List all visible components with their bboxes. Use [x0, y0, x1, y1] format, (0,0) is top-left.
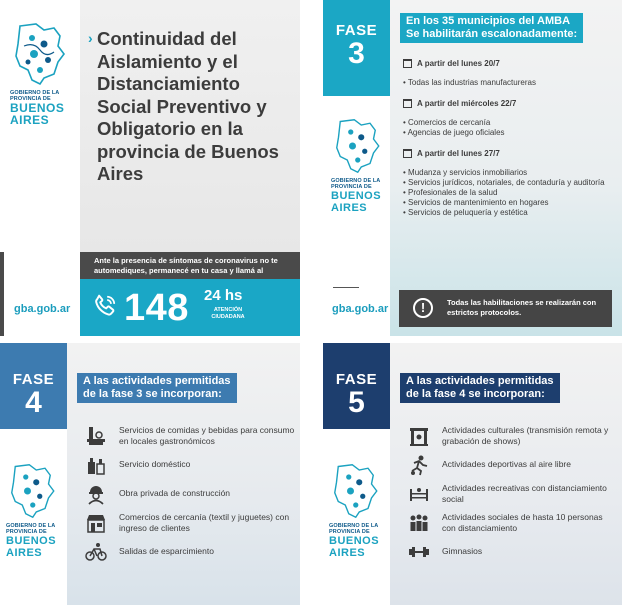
logo-line2: PROVINCIA DE: [331, 184, 372, 190]
hotline-hours: 24 hs: [204, 287, 243, 304]
pba-logo: [6, 463, 66, 559]
activity-list: [408, 421, 618, 566]
activity-text: Servicio doméstico: [119, 459, 191, 469]
list-item: [408, 537, 618, 566]
storefront-icon: [85, 512, 107, 534]
section-heading: [77, 373, 237, 403]
list-item: • Servicios de peluquería y estética: [403, 208, 528, 217]
logo-line1: GOBIERNO DE LA: [6, 523, 56, 529]
bicycle-icon: [85, 541, 107, 563]
hotline-number: 148: [124, 287, 189, 329]
logo-line4: AIRES: [331, 202, 368, 214]
panel-fase-3: [323, 0, 622, 336]
list-item: [408, 450, 618, 479]
schedule-date: A partir del lunes 27/7: [403, 145, 618, 161]
activity-text: Actividades recreativas con distanciamiento social: [442, 482, 607, 504]
list-item: [85, 450, 295, 479]
list-item: • Servicios jurídicos, notariales, de contaduría y auditoría: [403, 178, 605, 187]
fase-number: 4: [25, 386, 42, 419]
fase-label: FASE: [335, 22, 378, 39]
province-map-icon: [331, 118, 381, 174]
list-item: • Agencias de juego oficiales: [403, 128, 505, 137]
list-item: [85, 479, 295, 508]
logo-line4: AIRES: [6, 547, 43, 559]
pba-logo: [329, 463, 389, 559]
website-link[interactable]: gba.gob.ar: [14, 303, 71, 315]
panel-fase-4: [0, 343, 300, 605]
list-item: • Mudanza y servicios inmobiliarios: [403, 168, 528, 177]
fase-badge: [323, 343, 390, 429]
chevron-right-icon: ›: [88, 30, 93, 46]
calendar-icon: [403, 99, 412, 108]
logo-line2: PROVINCIA DE: [6, 529, 47, 535]
fase-badge: [323, 0, 390, 96]
sports-icon: [408, 454, 430, 476]
section-heading: [400, 13, 583, 43]
food-service-icon: [85, 425, 107, 447]
website-link[interactable]: gba.gob.ar: [332, 303, 389, 315]
logo-line4: AIRES: [10, 113, 50, 127]
list-item: [85, 508, 295, 537]
logo-line3: BUENOS: [6, 535, 57, 547]
activity-text: Actividades sociales de hasta 10 personas con distanciamiento: [442, 511, 603, 533]
list-item: • Servicios de mantenimiento en hogares: [403, 198, 549, 207]
list-item: • Comercios de cercanía: [403, 118, 491, 127]
fase-label: FASE: [335, 371, 378, 388]
list-item: [408, 479, 618, 508]
schedule-list: [403, 55, 618, 218]
cleaning-icon: [85, 454, 107, 476]
logo-line2: PROVINCIA DE: [10, 96, 51, 102]
people-group-icon: [408, 512, 430, 534]
schedule-date: A partir del miércoles 22/7: [403, 95, 618, 111]
pba-logo: [331, 118, 391, 214]
logo-line4: AIRES: [329, 547, 366, 559]
heading-line1: A las actividades permitidas: [83, 375, 231, 387]
page-title: Continuidad del Aislamiento y el Distanciamiento Social Preventivo y Obligatorio en la provincia de Buenos Aires: [97, 28, 279, 184]
province-map-icon: [6, 463, 56, 519]
fase-label: FASE: [12, 371, 55, 388]
protocol-text: Todas las habilitaciones se realizarán con estrictos protocolos.: [447, 298, 597, 317]
activity-text: Actividades culturales (transmisión remota y grabación de shows): [442, 424, 609, 446]
list-item: [85, 421, 295, 450]
activity-text: Obra privada de construcción: [119, 488, 231, 498]
schedule-date: A partir del lunes 20/7: [403, 55, 618, 71]
divider: [333, 287, 359, 288]
dumbbell-icon: [408, 541, 430, 563]
heading-line2: Se habilitarán escalonadamente:: [406, 28, 578, 40]
recreation-icon: [408, 483, 430, 505]
hotline-banner: [80, 279, 300, 336]
logo-line1: GOBIERNO DE LA: [329, 523, 379, 529]
province-map-icon: [329, 463, 379, 519]
list-item: [408, 421, 618, 450]
activity-text: Salidas de esparcimiento: [119, 546, 214, 556]
fase-number: 5: [348, 386, 365, 419]
logo-line1: GOBIERNO DE LA: [10, 90, 60, 96]
symptoms-warning: Ante la presencia de síntomas de coronavirus no te automediques, permanecé en tu casa y llamá al: [80, 252, 300, 279]
calendar-icon: [403, 59, 412, 68]
heading-line2: de la fase 4 se incorporan:: [406, 388, 545, 400]
phone-icon: [92, 293, 118, 319]
fase-badge: [0, 343, 67, 429]
heading-line1: A las actividades permitidas: [406, 375, 554, 387]
province-map-icon: [10, 22, 66, 86]
calendar-icon: [403, 149, 412, 158]
fase-number: 3: [348, 37, 365, 70]
panel-aislamiento: [0, 0, 300, 336]
list-item: • Todas las industrias manufactureras: [403, 78, 536, 87]
heading-line2: de la fase 3 se incorporan:: [83, 388, 222, 400]
exclamation-icon: !: [413, 298, 433, 318]
logo-line1: GOBIERNO DE LA: [331, 178, 381, 184]
activity-list: [85, 421, 295, 566]
activity-text: Actividades deportivas al aire libre: [442, 459, 571, 469]
hotline-caption: ATENCIÓN CIUDADANA: [211, 307, 245, 320]
protocol-notice: [399, 290, 612, 327]
activity-text: Gimnasios: [442, 546, 483, 556]
logo-line2: PROVINCIA DE: [329, 529, 370, 535]
list-item: [85, 537, 295, 566]
list-item: • Profesionales de la salud: [403, 188, 498, 197]
side-stripe: [0, 252, 4, 336]
logo-line3: BUENOS: [329, 535, 380, 547]
construction-worker-icon: [85, 483, 107, 505]
logo-line3: BUENOS: [331, 190, 382, 202]
logo-line3: BUENOS: [10, 101, 65, 115]
list-item: [408, 508, 618, 537]
theater-icon: [408, 425, 430, 447]
heading-line1: En los 35 municipios del AMBA: [406, 15, 571, 27]
section-heading: [400, 373, 560, 403]
pba-logo: [10, 22, 70, 126]
activity-text: Comercios de cercanía (textil y juguetes) con ingreso de clientes: [119, 511, 290, 533]
panel-fase-5: [323, 343, 622, 605]
activity-text: Servicios de comidas y bebidas para consumo en locales gastronómicos: [119, 424, 295, 446]
